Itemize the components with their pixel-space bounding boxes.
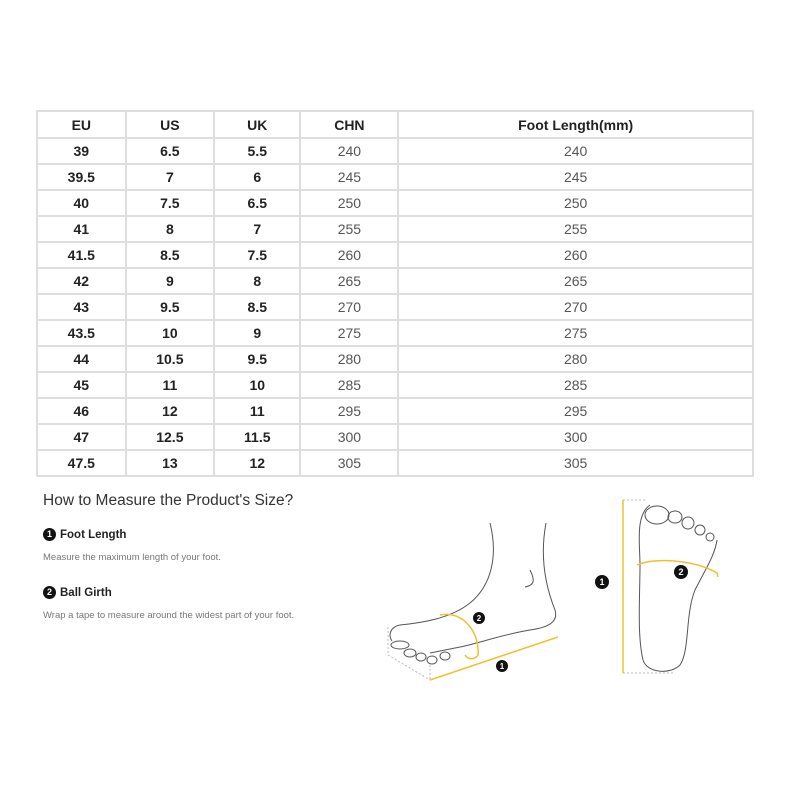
table-cell: 9	[127, 269, 216, 295]
table-cell: 270	[301, 295, 399, 321]
table-cell: 11.5	[215, 425, 301, 451]
table-cell: 6.5	[127, 139, 216, 165]
table-cell: 10	[127, 321, 216, 347]
table-cell: 240	[399, 139, 754, 165]
table-cell: 300	[399, 425, 754, 451]
foot-side-view-illustration	[380, 515, 570, 685]
table-cell: 40	[38, 191, 127, 217]
svg-text:2: 2	[678, 567, 684, 577]
table-row	[38, 451, 754, 477]
table-row	[38, 191, 754, 217]
table-cell: 10.5	[127, 347, 216, 373]
number-2-icon: 2	[43, 586, 56, 599]
table-cell: 12.5	[127, 425, 216, 451]
table-cell: 12	[127, 399, 216, 425]
table-cell: 250	[399, 191, 754, 217]
table-cell: 9	[215, 321, 301, 347]
header-us: US	[127, 112, 216, 139]
table-row	[38, 295, 754, 321]
table-cell: 7.5	[127, 191, 216, 217]
table-row	[38, 269, 754, 295]
table-cell: 13	[127, 451, 216, 477]
table-cell: 280	[399, 347, 754, 373]
table-row	[38, 347, 754, 373]
table-cell: 285	[399, 373, 754, 399]
table-cell: 8.5	[215, 295, 301, 321]
header-uk: UK	[215, 112, 301, 139]
table-cell: 42	[38, 269, 127, 295]
svg-text:2: 2	[476, 614, 482, 623]
step-description: Wrap a tape to measure around the widest part of your foot.	[43, 610, 295, 621]
table-cell: 43	[38, 295, 127, 321]
table-row	[38, 165, 754, 191]
table-row	[38, 425, 754, 451]
foot-sole-view-illustration	[585, 495, 735, 680]
table-cell: 305	[399, 451, 754, 477]
table-cell: 7	[215, 217, 301, 243]
table-cell: 41.5	[38, 243, 127, 269]
step-label: Foot Length	[60, 528, 127, 541]
table-cell: 39.5	[38, 165, 127, 191]
table-row	[38, 243, 754, 269]
table-cell: 260	[399, 243, 754, 269]
table-cell: 9.5	[215, 347, 301, 373]
table-row	[38, 139, 754, 165]
table-cell: 275	[301, 321, 399, 347]
table-cell: 250	[301, 191, 399, 217]
table-cell: 11	[215, 399, 301, 425]
table-cell: 8	[127, 217, 216, 243]
step-label: Ball Girth	[60, 586, 112, 599]
table-cell: 7.5	[215, 243, 301, 269]
table-cell: 245	[301, 165, 399, 191]
table-cell: 46	[38, 399, 127, 425]
table-cell: 260	[301, 243, 399, 269]
table-cell: 305	[301, 451, 399, 477]
table-cell: 41	[38, 217, 127, 243]
table-cell: 275	[399, 321, 754, 347]
table-cell: 6.5	[215, 191, 301, 217]
measure-title: How to Measure the Product's Size?	[43, 492, 294, 509]
table-cell: 300	[301, 425, 399, 451]
table-cell: 255	[399, 217, 754, 243]
svg-text:1: 1	[599, 577, 605, 587]
header-chn: CHN	[301, 112, 399, 139]
table-cell: 285	[301, 373, 399, 399]
table-row	[38, 373, 754, 399]
table-cell: 6	[215, 165, 301, 191]
table-cell: 255	[301, 217, 399, 243]
table-cell: 265	[399, 269, 754, 295]
table-cell: 245	[399, 165, 754, 191]
table-row	[38, 217, 754, 243]
table-cell: 44	[38, 347, 127, 373]
table-header-row	[38, 112, 754, 139]
step-ball-girth	[43, 586, 112, 599]
table-row	[38, 321, 754, 347]
table-cell: 9.5	[127, 295, 216, 321]
step-foot-length	[43, 528, 126, 541]
table-cell: 47	[38, 425, 127, 451]
table-cell: 11	[127, 373, 216, 399]
table-cell: 280	[301, 347, 399, 373]
table-cell: 45	[38, 373, 127, 399]
header-eu: EU	[38, 112, 127, 139]
table-cell: 47.5	[38, 451, 127, 477]
size-chart-table	[36, 110, 754, 477]
table-row	[38, 399, 754, 425]
table-cell: 8	[215, 269, 301, 295]
table-cell: 10	[215, 373, 301, 399]
table-cell: 8.5	[127, 243, 216, 269]
svg-text:1: 1	[499, 662, 505, 671]
table-cell: 7	[127, 165, 216, 191]
table-cell: 265	[301, 269, 399, 295]
table-cell: 43.5	[38, 321, 127, 347]
table-cell: 5.5	[215, 139, 301, 165]
table-cell: 270	[399, 295, 754, 321]
table-cell: 295	[399, 399, 754, 425]
number-1-icon: 1	[43, 528, 56, 541]
table-cell: 295	[301, 399, 399, 425]
table-cell: 12	[215, 451, 301, 477]
table-cell: 39	[38, 139, 127, 165]
table-cell: 240	[301, 139, 399, 165]
header-foot-length: Foot Length(mm)	[399, 112, 754, 139]
step-description: Measure the maximum length of your foot.	[43, 552, 221, 563]
